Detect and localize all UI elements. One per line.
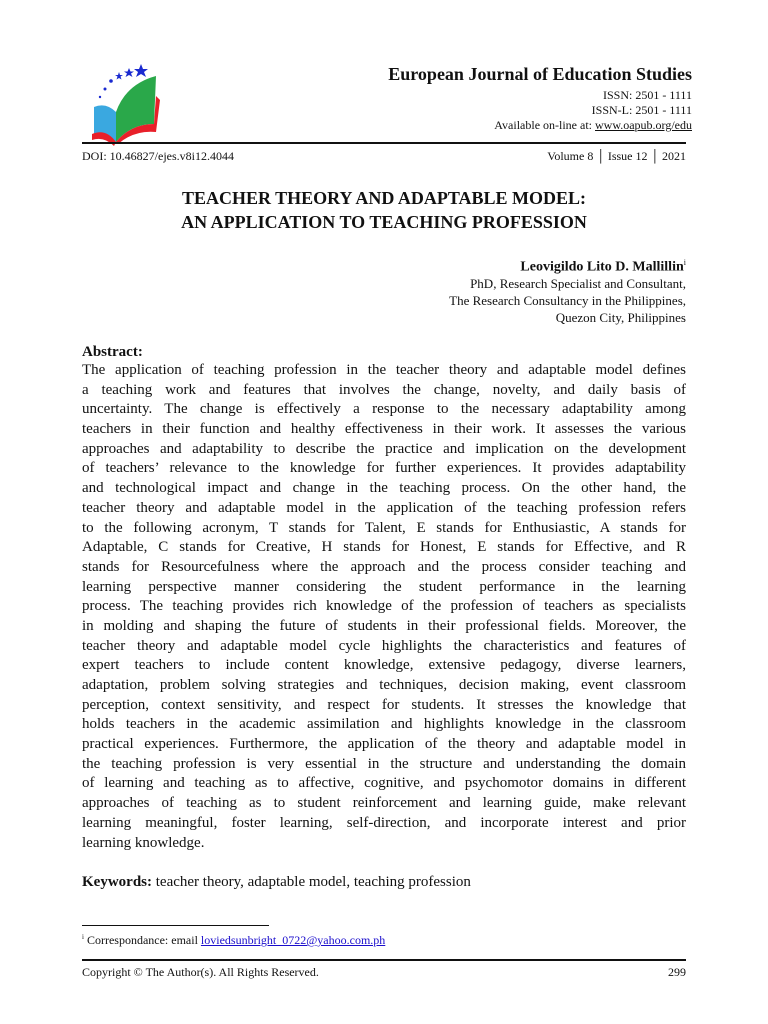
abstract-line: teachers in their function and healthy effectiveness in their work. It assesses the various — [82, 421, 686, 438]
abstract-line: approaches of teaching as to student reinforcement and learning guide, make relevant — [82, 795, 686, 812]
abstract-line: teacher theory and adaptable model cycle highlights the characteristics and features of — [82, 637, 686, 654]
footnote-mark: i — [82, 933, 84, 941]
abstract-line: and technological impact and change in the teaching process. On the other hand, the — [82, 480, 686, 497]
affiliation-line: Quezon City, Philippines — [555, 310, 686, 325]
page-number: 299 — [668, 965, 686, 979]
header-rule — [82, 142, 686, 144]
abstract-line: process. The teaching provides rich knowledge of the profession of teachers as specialists — [82, 598, 686, 615]
journal-url-link[interactable]: www.oapub.org/edu — [595, 118, 692, 132]
abstract-line: stands for Resourcefulness where the approach and the process consider teaching and — [82, 558, 686, 575]
abstract-line: uncertainty. The change is effectively a response to the necessary adaptability among — [82, 401, 686, 418]
footnote-rule — [82, 925, 269, 926]
availability — [494, 118, 692, 133]
availability-label: Available on-line at: — [494, 118, 596, 132]
abstract-line: teacher theory and adaptable model in the application of the teaching profession refers — [82, 499, 686, 516]
abstract-line: practical experiences. Furthermore, the application of the theory and adaptable model in — [82, 736, 686, 753]
abstract-line: in molding and shaping the future of students in their professional fields. Moreover, the — [82, 617, 686, 634]
abstract-line: holds teachers in the academic assimilation and highlights knowledge in the classroom — [82, 716, 686, 733]
footnote-text: Correspondance: email — [83, 933, 201, 947]
footer-rule — [82, 959, 686, 961]
footnote — [82, 933, 385, 948]
abstract-line: of learning and teaching as to affective, cognitive, and psychomotor domains in different — [82, 775, 686, 792]
doi: DOI: 10.46827/ejes.v8i12.4044 — [82, 149, 234, 163]
author-name — [520, 258, 686, 276]
abstract-line: of teachers’ relevance to the knowledge for further experiences. It provides adaptability — [82, 460, 686, 477]
abstract-line: adaptation, problem solving strategies and techniques, decision making, event classroom — [82, 677, 686, 693]
abstract-line: learning perspective manner considering the student performance in the learning — [82, 578, 686, 595]
abstract-line: the teaching profession is very essential in the structure and understanding the domain — [82, 755, 686, 772]
abstract-line: to the following acronym, T stands for Talent, E stands for Enthusiastic, A stands for — [82, 519, 686, 536]
article-title-line1: TEACHER THEORY AND ADAPTABLE MODEL: — [181, 188, 587, 208]
affiliation-line: PhD, Research Specialist and Consultant, — [470, 276, 686, 291]
abstract-line: approaches and adaptability to describe the practice and implication on the development — [82, 440, 686, 457]
keywords — [82, 874, 471, 891]
abstract-line: a teaching work and features that involves the change, novelty, and daily basis of — [82, 381, 686, 398]
abstract-line: perception, context sensitivity, and respect for students. It stresses the knowledge that — [82, 696, 686, 713]
abstract-line: Adaptable, C stands for Creative, H stands for Honest, E stands for Effective, and R — [82, 539, 686, 556]
abstract-line: The application of teaching profession in the teacher theory and adaptable model defines — [82, 362, 686, 378]
volume-issue: Volume 8 │ Issue 12 │ 2021 — [547, 149, 686, 163]
abstract-heading: Abstract: — [82, 344, 143, 360]
journal-logo — [86, 62, 166, 151]
article-title-line2: AN APPLICATION TO TEACHING PROFESSION — [181, 212, 587, 232]
email-link[interactable]: loviedsunbright_0722@yahoo.com.ph — [200, 933, 386, 947]
abstract-line: learning knowledge. — [82, 834, 205, 851]
affiliation-line: The Research Consultancy in the Philippines, — [449, 293, 686, 308]
keywords-label: Keywords: — [82, 874, 152, 890]
abstract-line: learning meaningful, foster learning, self-direction, and incorporate interest and prior — [82, 814, 686, 831]
copyright: Copyright © The Author(s). All Rights Reserved. — [82, 965, 319, 979]
issn-l: ISSN-L: 2501 - 1111 — [591, 103, 692, 117]
abstract-line: expert teachers to include content knowledge, extensive pedagogy, diverse learners, — [82, 657, 686, 674]
journal-name: European Journal of Education Studies — [388, 64, 692, 84]
author-footnote-mark: i — [683, 258, 686, 267]
keywords-text: teacher theory, adaptable model, teaching profession — [152, 874, 471, 890]
issn: ISSN: 2501 - 1111 — [602, 88, 692, 102]
author-name-text: Leovigildo Lito D. Mallillin — [520, 259, 684, 275]
abstract-body — [82, 361, 686, 853]
